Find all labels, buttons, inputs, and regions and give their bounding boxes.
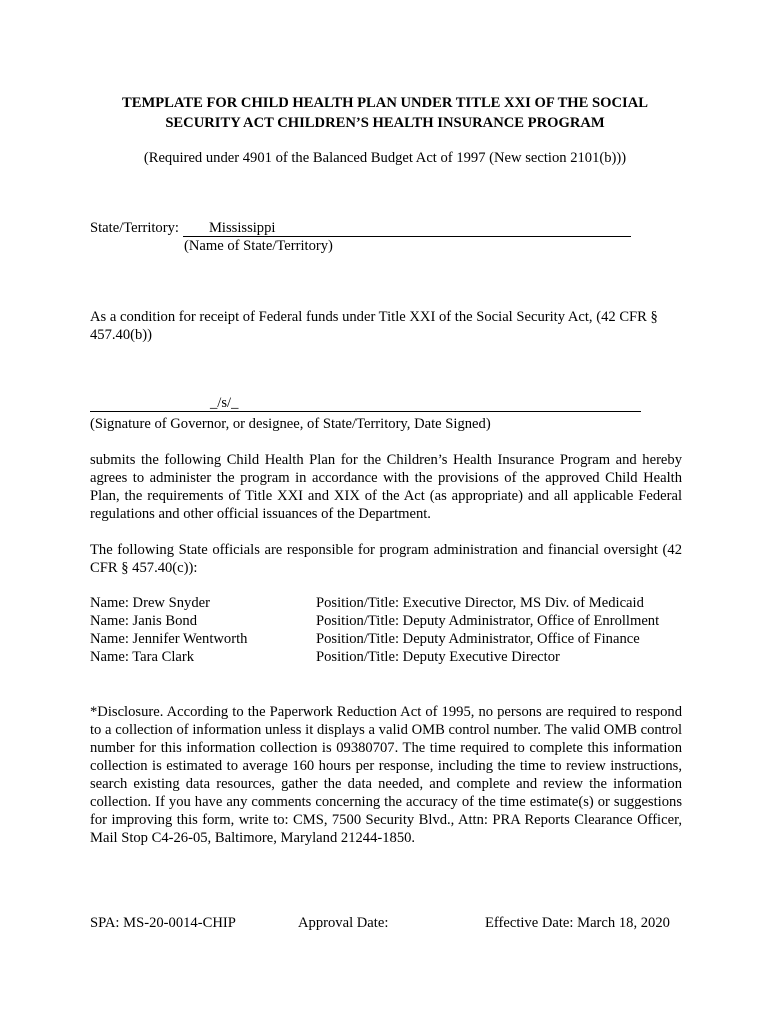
state-field (90, 219, 631, 237)
title-line-1: TEMPLATE FOR CHILD HEALTH PLAN UNDER TITLE XXI OF THE SOCIAL (121, 95, 648, 111)
official-name: Name: Tara Clark (90, 649, 195, 665)
official-name: Name: Drew Snyder (90, 595, 210, 611)
state-value: Mississippi (183, 221, 631, 237)
signature-line (90, 395, 641, 412)
signature-caption: (Signature of Governor, or designee, of State/Territory, Date Signed) (90, 416, 491, 432)
agreement-paragraph: submits the following Child Health Plan for the Children’s Health Insurance Program and hereby agrees to administer the program in accordance with the provisions of the approved Child Health Plan, the requirements of Title XXI and XIX of the Act (as appropriate) and all applicable Federal regulations and other official issuances of the Department. (90, 452, 682, 522)
official-position: Position/Title: Deputy Administrator, Office of Enrollment (316, 613, 660, 629)
official-row (90, 594, 690, 612)
signature-value: _/s/_ (210, 395, 239, 411)
state-caption: (Name of State/Territory) (184, 238, 333, 254)
title-line-2: SECURITY ACT CHILDREN’S HEALTH INSURANCE PROGRAM (165, 115, 605, 131)
official-position: Position/Title: Deputy Administrator, Office of Finance (316, 631, 640, 647)
official-row (90, 648, 690, 666)
footer-spa-number: SPA: MS-20-0014-CHIP (90, 915, 236, 931)
disclosure-paragraph: *Disclosure. According to the Paperwork Reduction Act of 1995, no persons are required to respond to a collection of information unless it displays a valid OMB control number. The valid OMB control number for this information collection is 09380707. The time required to complete this information collection is estimated to average 160 hours per response, including the time to review instructions, search existing data resources, gather the data needed, and complete and review the information collection. If you have any comments concerning the accuracy of the time estimate(s) or suggestions for improving this form, write to: CMS, 7500 Security Blvd., Attn: PRA Reports Clearance Officer, Mail Stop C4-26-05, Baltimore, Maryland 21244-1850. (90, 704, 682, 846)
document-title (70, 93, 700, 133)
official-name: Name: Janis Bond (90, 613, 198, 629)
official-name: Name: Jennifer Wentworth (90, 631, 248, 647)
footer-approval-date: Approval Date: (298, 915, 389, 931)
official-position: Position/Title: Executive Director, MS Div. of Medicaid (316, 595, 644, 611)
official-row (90, 612, 690, 630)
official-row (90, 630, 690, 648)
footer-effective-date: Effective Date: March 18, 2020 (485, 915, 670, 931)
state-label: State/Territory: (90, 220, 179, 236)
official-position: Position/Title: Deputy Executive Director (316, 649, 560, 665)
document-subtitle: (Required under 4901 of the Balanced Budget Act of 1997 (New section 2101(b))) (143, 150, 627, 166)
officials-list (90, 594, 690, 666)
condition-text: As a condition for receipt of Federal funds under Title XXI of the Social Security Act, (42 CFR § 457.40(b)) (90, 309, 658, 343)
officials-intro-paragraph: The following State officials are responsible for program administration and financial oversight (42 CFR § 457.40(c)): (90, 542, 682, 576)
